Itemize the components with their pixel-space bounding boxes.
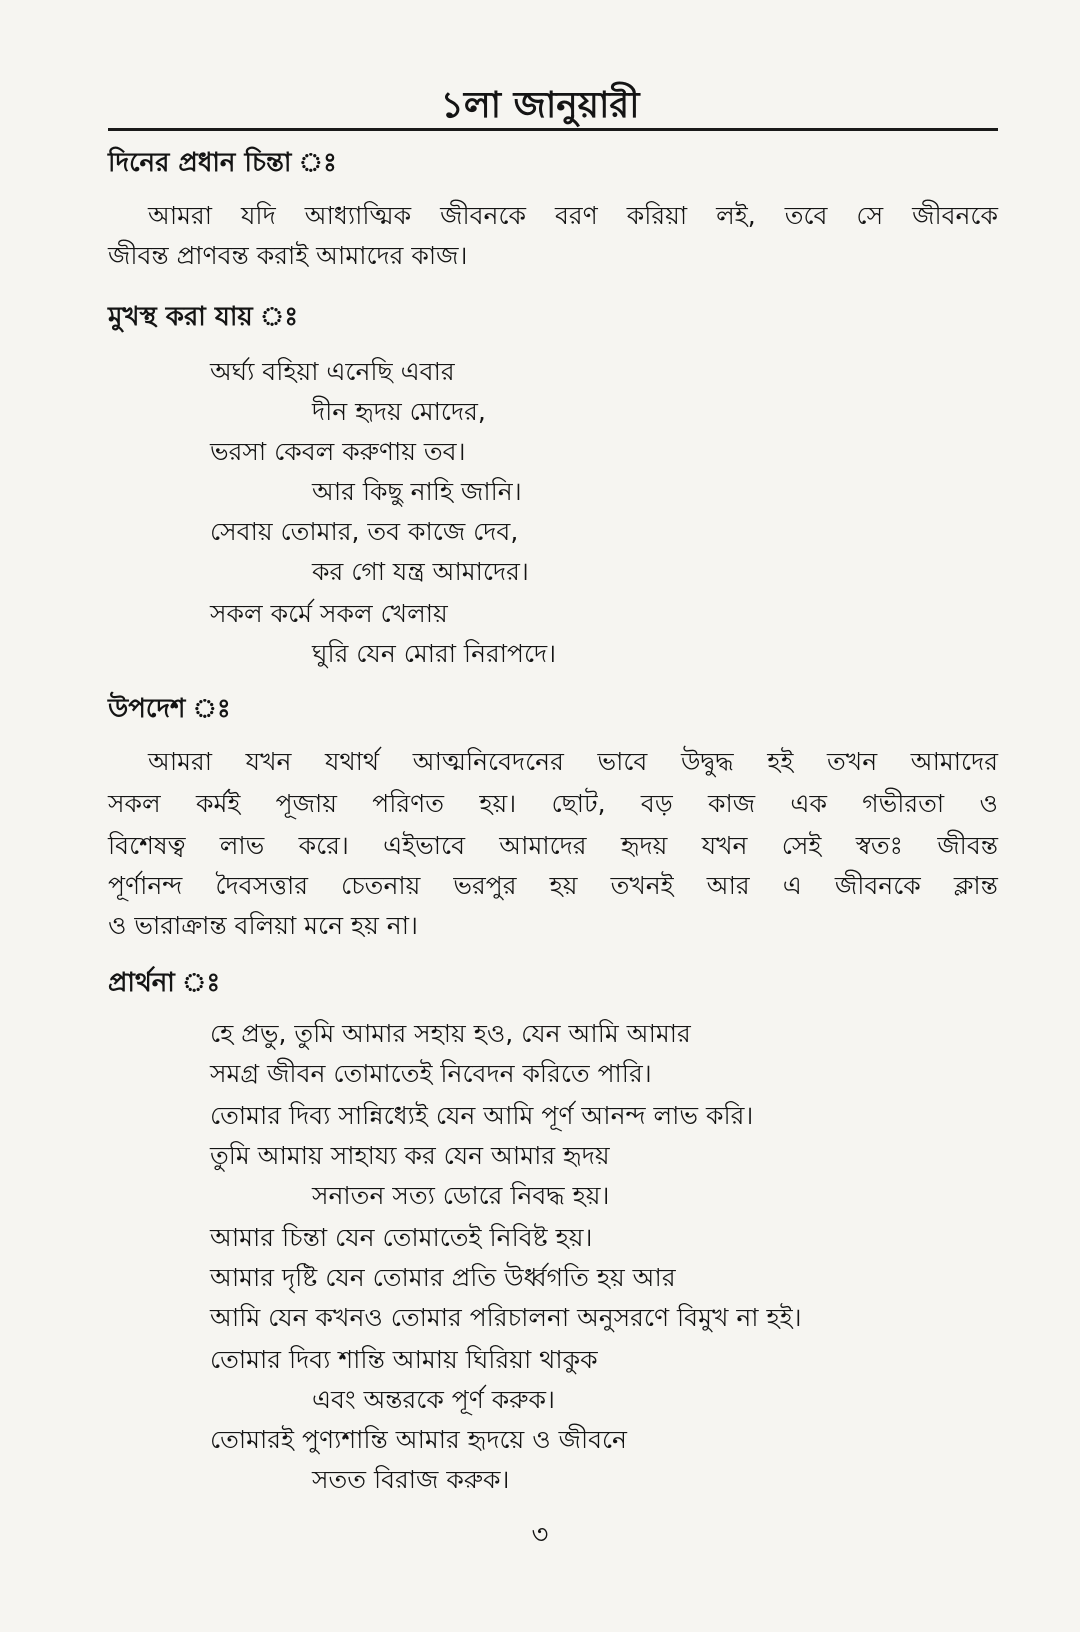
- thought-line-1: [148, 196, 998, 239]
- word: আত্মনিবেদনের: [412, 747, 564, 776]
- verse-line-2: দীন হৃদয় মোদের,: [312, 397, 486, 426]
- word: আধ্যাত্মিক: [304, 201, 412, 230]
- verse-line-7: সকল কর্মে সকল খেলায়: [210, 599, 448, 628]
- word: যদি: [241, 201, 276, 230]
- prayer-line-11: তোমারই পুণ্যশান্তি আমার হৃদয়ে ও জীবনে: [210, 1425, 627, 1454]
- word: জীবনকে: [834, 871, 921, 900]
- word: এক: [790, 789, 827, 818]
- prayer-line-12: সতত বিরাজ করুক।: [312, 1465, 510, 1494]
- word: জীবন্ত: [937, 831, 998, 860]
- word: লাভ: [219, 831, 265, 860]
- word: উদ্বুদ্ধ: [680, 747, 734, 776]
- word: ভাবে: [597, 747, 648, 776]
- thought-heading: দিনের প্রধান চিন্তা ঃ: [108, 148, 337, 178]
- word: এ: [782, 871, 802, 900]
- word: স্বতঃ: [855, 831, 904, 860]
- word: ছোট,: [551, 789, 606, 818]
- word: হৃদয়: [620, 831, 668, 860]
- prayer-heading: প্রার্থনা ঃ: [108, 968, 221, 998]
- verse-line-4: আর কিছু নাহি জানি।: [312, 477, 522, 506]
- advice-line-1: [148, 742, 998, 785]
- memorize-heading: মুখস্থ করা যায় ঃ: [108, 302, 299, 332]
- prayer-line-1: হে প্রভু, তুমি আমার সহায় হও, যেন আমি আমার: [210, 1019, 691, 1048]
- word: করে।: [298, 831, 349, 860]
- verse-line-6: কর গো যন্ত্র আমাদের।: [312, 557, 529, 586]
- word: জীবনকে: [912, 201, 998, 230]
- word: আর: [706, 871, 750, 900]
- word: চেতনায়: [341, 871, 421, 900]
- word: হয়: [549, 871, 578, 900]
- thought-line-2: জীবন্ত প্রাণবন্ত করাই আমাদের কাজ।: [108, 241, 468, 270]
- verse-line-1: অর্ঘ্য বহিয়া এনেছি এবার: [210, 357, 455, 386]
- word: আমরা: [148, 201, 213, 230]
- page-number: ৩: [531, 1520, 549, 1550]
- word: লই,: [716, 201, 756, 230]
- word: কাজ: [708, 789, 756, 818]
- word: গভীরতা: [862, 789, 945, 818]
- prayer-line-10: এবং অন্তরকে পূর্ণ করুক।: [312, 1385, 555, 1414]
- word: যখন: [245, 747, 292, 776]
- word: এইভাবে: [383, 831, 465, 860]
- word: আমাদের: [910, 747, 998, 776]
- word: ক্লান্ত: [953, 871, 998, 900]
- prayer-line-5: সনাতন সত্য ডোরে নিবদ্ধ হয়।: [312, 1181, 610, 1210]
- word: সেই: [781, 831, 822, 860]
- word: আমাদের: [499, 831, 587, 860]
- page-title: ১লা জানুয়ারী: [440, 85, 640, 126]
- word: তবে: [784, 201, 828, 230]
- prayer-line-9: তোমার দিব্য শান্তি আমায় ঘিরিয়া থাকুক: [210, 1345, 598, 1374]
- prayer-line-4: তুমি আমায় সাহায্য কর যেন আমার হৃদয়: [210, 1141, 610, 1170]
- advice-line-2: [108, 784, 998, 827]
- word: ও: [979, 789, 998, 818]
- advice-line-5: ও ভারাক্রান্ত বলিয়া মনে হয় না।: [108, 911, 418, 940]
- word: হয়।: [479, 789, 517, 818]
- word: সে: [856, 201, 884, 230]
- title-rule: [108, 128, 998, 131]
- word: কর্মই: [195, 789, 241, 818]
- word: দৈবসত্তার: [215, 871, 308, 900]
- word: তখন: [827, 747, 878, 776]
- verse-line-5: সেবায় তোমার, তব কাজে দেব,: [210, 517, 519, 546]
- word: আমরা: [148, 747, 213, 776]
- word: যথার্থ: [325, 747, 380, 776]
- prayer-line-2: সমগ্র জীবন তোমাতেই নিবেদন করিতে পারি।: [210, 1059, 652, 1088]
- word: বরণ: [555, 201, 598, 230]
- word: হই: [767, 747, 794, 776]
- advice-line-3: [108, 826, 998, 869]
- prayer-line-8: আমি যেন কখনও তোমার পরিচালনা অনুসরণে বিমুখ না হই।: [210, 1303, 802, 1332]
- prayer-line-6: আমার চিন্তা যেন তোমাতেই নিবিষ্ট হয়।: [210, 1223, 593, 1252]
- word: তখনই: [610, 871, 674, 900]
- word: পূর্ণানন্দ: [108, 871, 183, 900]
- advice-heading: উপদেশ ঃ: [108, 694, 231, 724]
- prayer-line-3: তোমার দিব্য সান্নিধ্যেই যেন আমি পূর্ণ আনন্দ লাভ করি।: [210, 1101, 754, 1130]
- verse-line-8: ঘুরি যেন মোরা নিরাপদে।: [312, 639, 557, 668]
- word: জীবনকে: [440, 201, 527, 230]
- prayer-line-7: আমার দৃষ্টি যেন তোমার প্রতি উর্ধ্বগতি হয় আর: [210, 1263, 676, 1292]
- word: করিয়া: [626, 201, 688, 230]
- advice-line-4: [108, 866, 998, 909]
- word: পরিণত: [372, 789, 445, 818]
- word: পূজায়: [275, 789, 337, 818]
- word: ভরপুর: [453, 871, 517, 900]
- word: সকল: [108, 789, 161, 818]
- verse-line-3: ভরসা কেবল করুণায় তব।: [210, 437, 466, 466]
- word: যখন: [701, 831, 748, 860]
- word: বড়: [640, 789, 673, 818]
- word: বিশেষত্ব: [108, 831, 186, 860]
